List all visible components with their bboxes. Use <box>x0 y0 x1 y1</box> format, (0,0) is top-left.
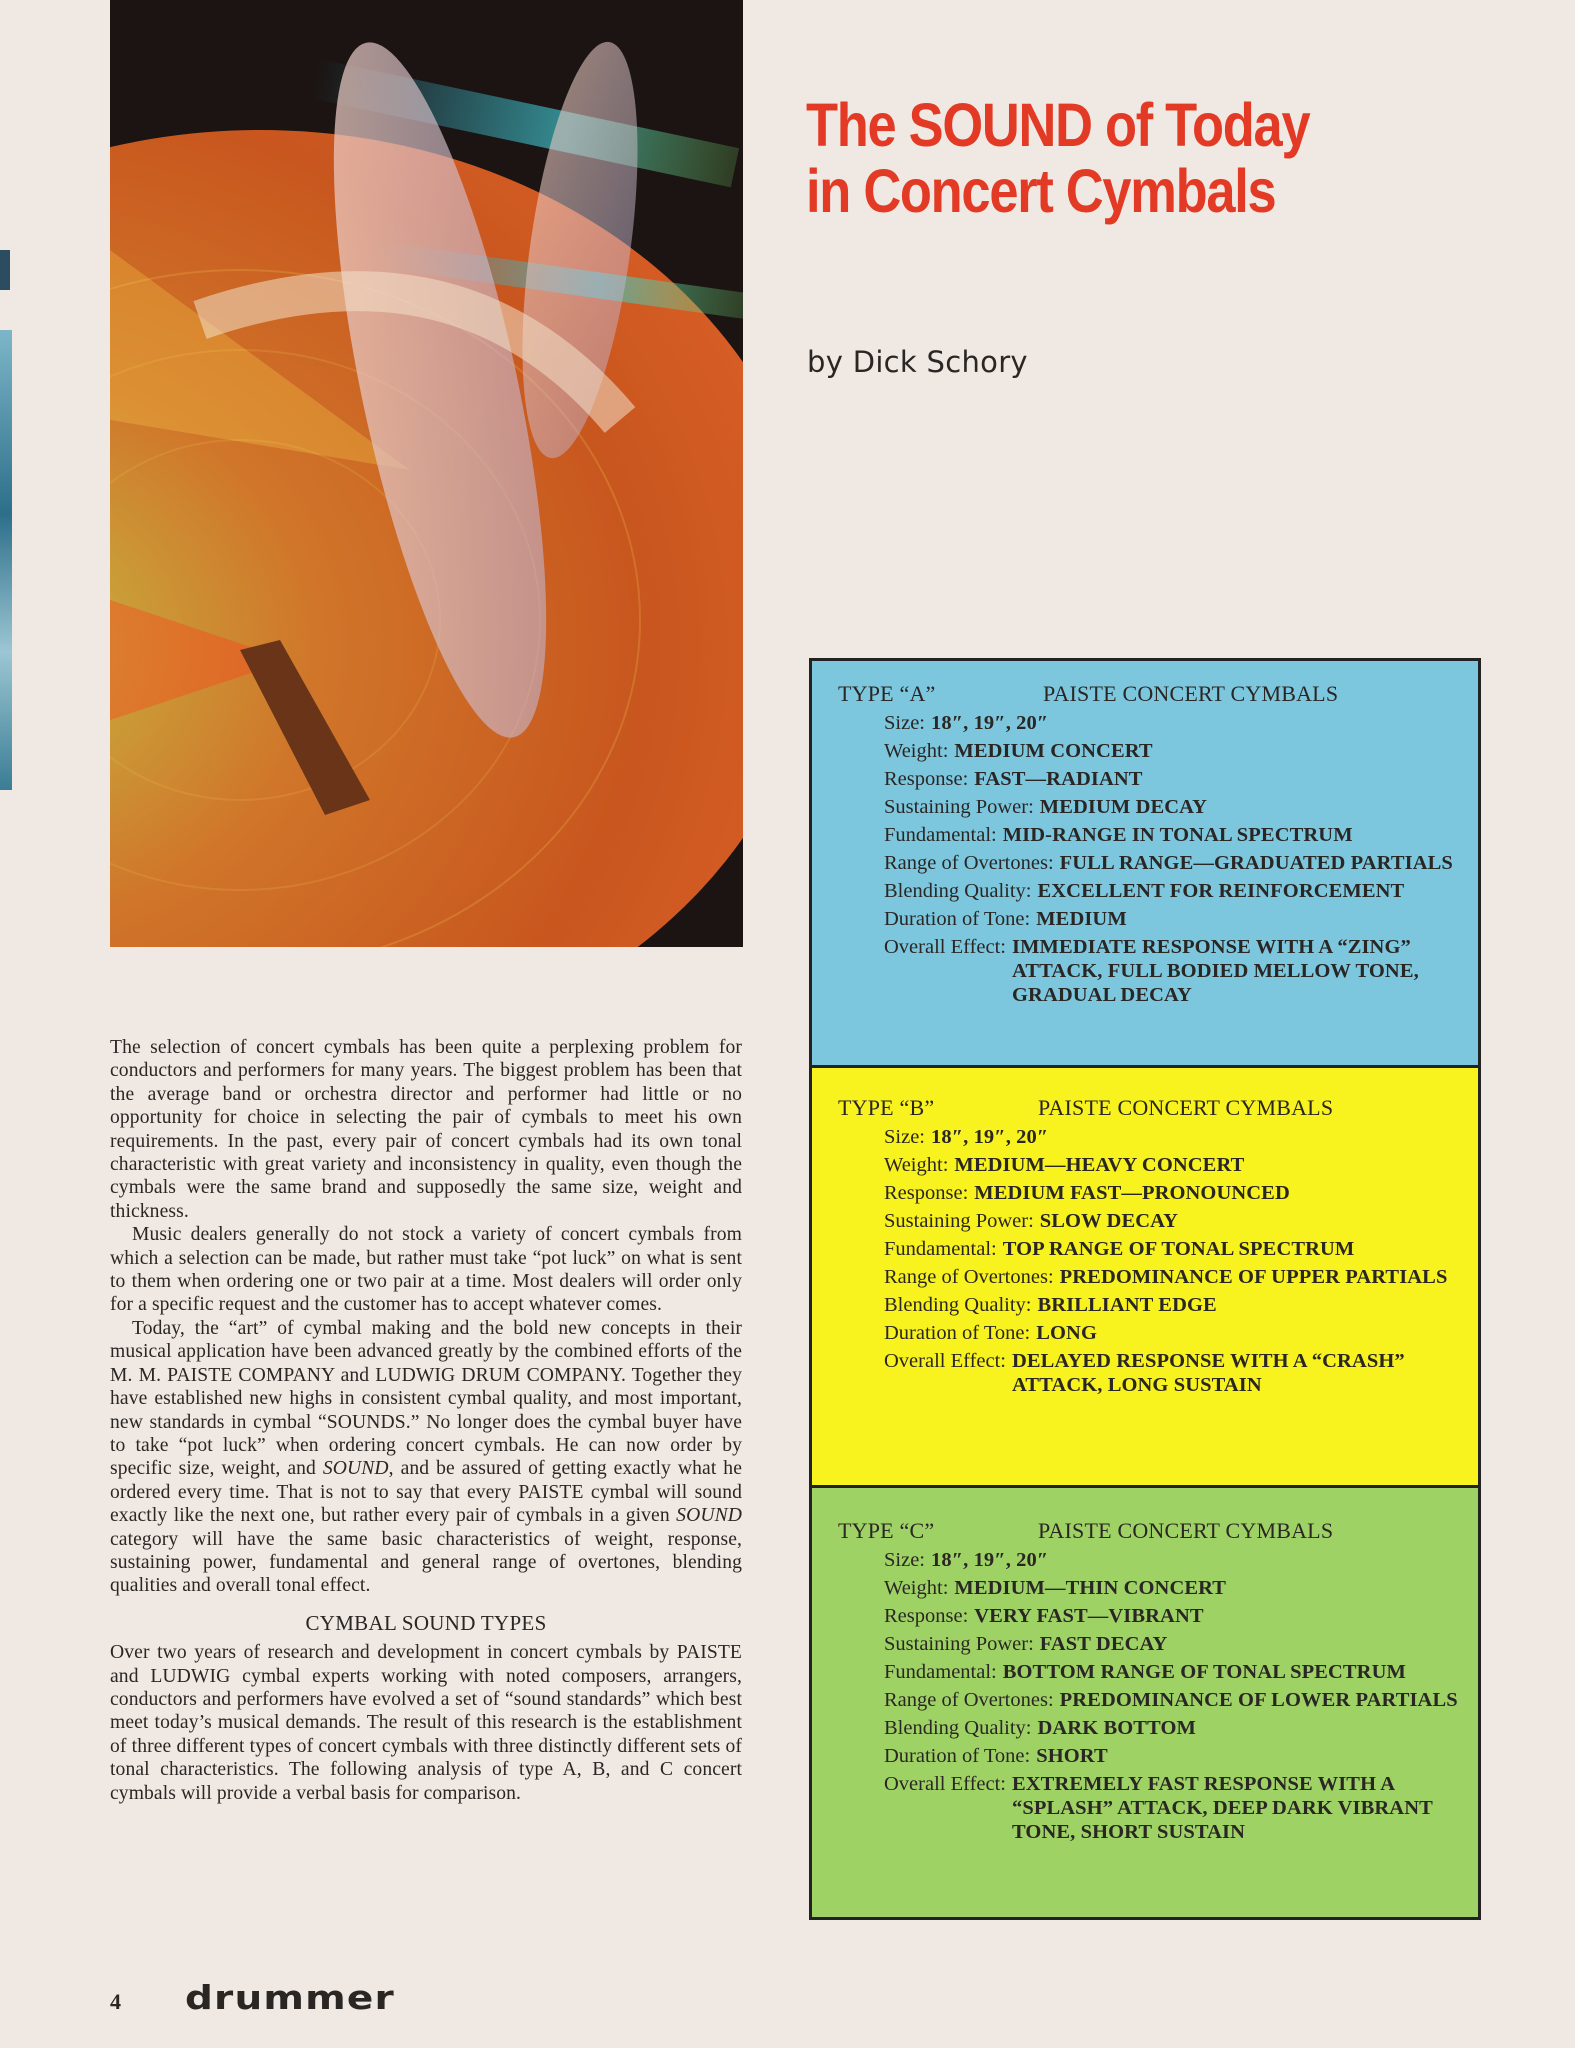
cymbal-spec-table <box>809 658 1481 1920</box>
spec-value: MID-RANGE IN TONAL SPECTRUM <box>1002 824 1353 846</box>
spec-row <box>884 1772 1464 1844</box>
section-subheading: CYMBAL SOUND TYPES <box>305 1610 547 1635</box>
spec-value: BOTTOM RANGE OF TONAL SPECTRUM <box>1002 1661 1406 1683</box>
spec-box-type-b <box>812 1065 1478 1485</box>
spec-row <box>884 1576 1464 1600</box>
cymbal-line-heading: PAISTE CONCERT CYMBALS <box>1038 1518 1334 1543</box>
spec-box-header <box>838 681 1464 707</box>
spec-row <box>884 1744 1464 1768</box>
previous-page-edge <box>0 250 10 290</box>
spec-value: MEDIUM FAST—PRONOUNCED <box>974 1182 1290 1204</box>
spec-value: EXCELLENT FOR REINFORCEMENT <box>1037 880 1405 902</box>
paragraph-text: category will have the same basic characteristics of weight, response, sustaining power, fundamental and general range of overtones, blending qualities and overall tonal effect. <box>110 1528 742 1597</box>
spec-label: Response: <box>884 1182 969 1204</box>
spec-label: Weight: <box>884 740 949 762</box>
spec-label: Response: <box>884 768 969 790</box>
spec-row <box>884 1688 1464 1712</box>
spec-label: Overall Effect: <box>884 1773 1006 1795</box>
spec-row <box>884 1716 1464 1740</box>
spec-label: Duration of Tone: <box>884 1322 1031 1344</box>
cymbal-type-label: TYPE “C” <box>838 1518 935 1543</box>
spec-label: Sustaining Power: <box>884 796 1034 818</box>
spec-label: Sustaining Power: <box>884 1633 1034 1655</box>
spec-row <box>884 1125 1464 1149</box>
emphasis-sound: SOUND <box>322 1458 389 1480</box>
paragraph: Music dealers generally do not stock a variety of concert cymbals from which a selection can be made, but rather must take “pot luck” on what is sent to them when ordering one or two pair at a time. Most dealers will order only for a specific request and the customer has to accept whatever comes. <box>110 1224 742 1316</box>
spec-label: Fundamental: <box>884 1661 997 1683</box>
spec-row <box>884 935 1464 1007</box>
spec-label: Overall Effect: <box>884 936 1006 958</box>
spec-value: DARK BOTTOM <box>1037 1717 1196 1739</box>
article-title-line-2: in Concert Cymbals <box>806 157 1276 225</box>
spec-value: PREDOMINANCE OF UPPER PARTIALS <box>1059 1266 1448 1288</box>
spec-row <box>884 1209 1464 1233</box>
spec-row <box>884 795 1464 819</box>
spec-label: Duration of Tone: <box>884 1745 1031 1767</box>
spec-label: Fundamental: <box>884 1238 997 1260</box>
paragraph <box>110 1317 742 1598</box>
spec-row <box>884 1265 1464 1289</box>
spec-label: Range of Overtones: <box>884 852 1054 874</box>
emphasis-sound: SOUND <box>676 1505 742 1527</box>
article-title-line-1: The SOUND of Today <box>806 91 1310 159</box>
cymbal-photo-illustration <box>110 0 743 947</box>
spec-row <box>884 767 1464 791</box>
spec-value: MEDIUM CONCERT <box>954 740 1153 762</box>
cymbal-line-heading: PAISTE CONCERT CYMBALS <box>1038 1095 1334 1120</box>
spec-row <box>884 1632 1464 1656</box>
spec-value: MEDIUM—THIN CONCERT <box>954 1577 1227 1599</box>
spec-row <box>884 1181 1464 1205</box>
spec-label: Overall Effect: <box>884 1350 1006 1372</box>
spec-label: Size: <box>884 1126 925 1148</box>
spec-value: IMMEDIATE RESPONSE WITH A “ZING” ATTACK, FULL BODIED MELLOW TONE, GRADUAL DECAY <box>1012 936 1419 1006</box>
spec-label: Sustaining Power: <box>884 1210 1034 1232</box>
spec-label: Size: <box>884 1549 925 1571</box>
spec-label: Weight: <box>884 1577 949 1599</box>
spec-row <box>884 739 1464 763</box>
cymbal-line-heading: PAISTE CONCERT CYMBALS <box>1043 681 1339 706</box>
paragraph: The selection of concert cymbals has been quite a perplexing problem for conductors and performers for many years. The biggest problem has been that the average band or orchestra director and performer had little or no opportunity for choice in selecting the pair of cymbals to meet his own requirements. In the past, every pair of concert cymbals had its own tonal characteristic with great variety and inconsistency in quality, even though the cymbals were the same brand and supposedly the same size, weight and thickness. <box>110 1037 742 1222</box>
spec-value: FULL RANGE—GRADUATED PARTIALS <box>1059 852 1453 874</box>
spec-row <box>884 1548 1464 1572</box>
magazine-logo: drummer <box>185 1978 395 2017</box>
spec-value: MEDIUM—HEAVY CONCERT <box>954 1154 1245 1176</box>
spec-value: PREDOMINANCE OF LOWER PARTIALS <box>1059 1689 1458 1711</box>
spec-value: 18″, 19″, 20″ <box>931 712 1049 734</box>
spec-value: MEDIUM <box>1036 908 1127 930</box>
spec-value: SHORT <box>1036 1745 1108 1767</box>
spec-row <box>884 879 1464 903</box>
spec-box-type-c <box>812 1485 1478 1917</box>
spec-box-header <box>838 1518 1464 1544</box>
paragraph-text: , and be assured of getting exactly what he ordered every time. That is not to say that every PAISTE cymbal will sound exactly like the next one, but rather every pair of cymbals in a given <box>110 1458 742 1527</box>
cymbal-type-label: TYPE “B” <box>838 1095 935 1120</box>
spec-label: Range of Overtones: <box>884 1689 1054 1711</box>
spec-row <box>884 1349 1464 1397</box>
previous-page-edge <box>0 330 12 790</box>
spec-value: 18″, 19″, 20″ <box>931 1126 1049 1148</box>
spec-row <box>884 1321 1464 1345</box>
spec-value: DELAYED RESPONSE WITH A “CRASH” ATTACK, LONG SUSTAIN <box>1012 1350 1405 1396</box>
page-number: 4 <box>110 1989 121 2014</box>
spec-row <box>884 1660 1464 1684</box>
spec-row <box>884 907 1464 931</box>
spec-box-type-a <box>812 661 1478 1065</box>
spec-value: LONG <box>1036 1322 1097 1344</box>
spec-value: FAST—RADIANT <box>974 768 1143 790</box>
spec-label: Blending Quality: <box>884 880 1032 902</box>
spec-row <box>884 1293 1464 1317</box>
spec-label: Response: <box>884 1605 969 1627</box>
spec-value: EXTREMELY FAST RESPONSE WITH A “SPLASH” ATTACK, DEEP DARK VIBRANT TONE, SHORT SUSTAIN <box>1012 1773 1433 1843</box>
spec-row <box>884 711 1464 735</box>
cymbal-photograph <box>110 0 743 947</box>
spec-label: Blending Quality: <box>884 1717 1032 1739</box>
article-title <box>806 92 1408 224</box>
spec-label: Fundamental: <box>884 824 997 846</box>
spec-label: Size: <box>884 712 925 734</box>
spec-label: Range of Overtones: <box>884 1266 1054 1288</box>
spec-label: Weight: <box>884 1154 949 1176</box>
spec-value: BRILLIANT EDGE <box>1037 1294 1217 1316</box>
spec-value: FAST DECAY <box>1039 1633 1168 1655</box>
author-byline: by Dick Schory <box>807 345 1028 379</box>
article-body <box>110 1036 742 1805</box>
cymbal-type-label: TYPE “A” <box>838 681 936 706</box>
spec-value: MEDIUM DECAY <box>1039 796 1208 818</box>
spec-row <box>884 851 1464 875</box>
spec-value: VERY FAST—VIBRANT <box>974 1605 1204 1627</box>
spec-value: 18″, 19″, 20″ <box>931 1549 1049 1571</box>
spec-value: SLOW DECAY <box>1039 1210 1179 1232</box>
spec-label: Duration of Tone: <box>884 908 1031 930</box>
spec-row <box>884 1604 1464 1628</box>
paragraph: Over two years of research and development in concert cymbals by PAISTE and LUDWIG cymbal experts working with noted composers, arrangers, conductors and performers have evolved a set of “sound standards” which best meet today’s musical demands. The result of this research is the establishment of three different types of concert cymbals with three distinctly different sets of tonal characteristics. The following analysis of type A, B, and C concert cymbals will provide a verbal basis for comparison. <box>110 1642 742 1804</box>
spec-row <box>884 823 1464 847</box>
spec-label: Blending Quality: <box>884 1294 1032 1316</box>
spec-box-header <box>838 1095 1464 1121</box>
spec-row <box>884 1237 1464 1261</box>
paragraph-text: Today, the “art” of cymbal making and the bold new concepts in their musical application have been advanced greatly by the combined efforts of the M. M. PAISTE COMPANY and LUDWIG DRUM COMPANY. Together they have established new highs in consistent cymbal quality, and most important, new standards in cymbal “SOUNDS.” No longer does the cymbal buyer have to take “pot luck” when ordering concert cymbals. He can now order by specific size, weight, and <box>110 1317 742 1480</box>
spec-value: TOP RANGE OF TONAL SPECTRUM <box>1002 1238 1355 1260</box>
spec-row <box>884 1153 1464 1177</box>
